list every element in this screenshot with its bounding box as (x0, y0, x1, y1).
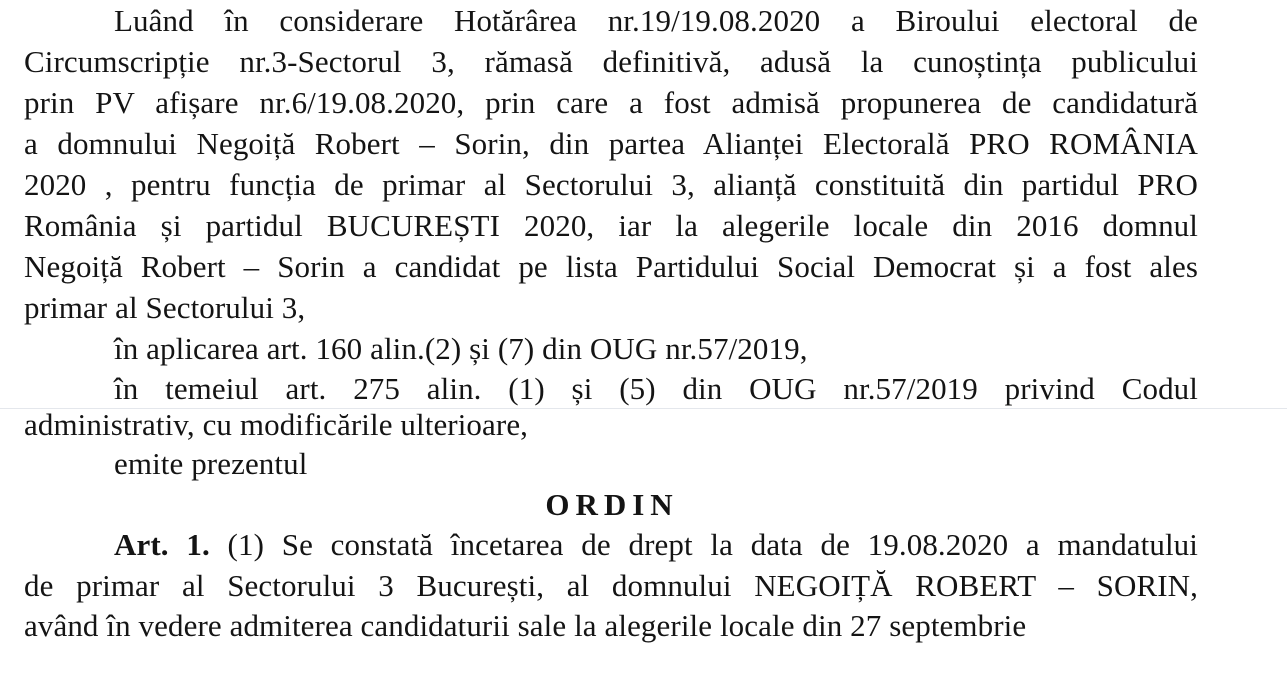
order-heading: ORDIN (545, 487, 679, 522)
article-1-line-2: de primar al Sectorului 3 București, al domnului NEGOIȚĂ ROBERT – SORIN, (24, 568, 1198, 603)
preamble-line-7: Negoiță Robert – Sorin a candidat pe lista Partidului Social Democrat și a fost ales (24, 249, 1198, 284)
basis-line-2: administrativ, cu modificările ulterioare, (24, 407, 529, 442)
basis-line-1: în temeiul art. 275 alin. (1) și (5) din OUG nr.57/2019 privind Codul (114, 371, 1198, 406)
preamble-line-1: Luând în considerare Hotărârea nr.19/19.08.2020 a Biroului electoral de (114, 3, 1198, 38)
application-clause: în aplicarea art. 160 alin.(2) și (7) din OUG nr.57/2019, (114, 331, 808, 366)
preamble-line-5: 2020 , pentru funcția de primar al Sectorului 3, alianță constituită din partidul PRO (24, 167, 1198, 202)
preamble-line-4: a domnului Negoiță Robert – Sorin, din partea Alianței Electorală PRO ROMÂNIA (24, 126, 1198, 161)
preamble-line-8: primar al Sectorului 3, (24, 290, 306, 325)
preamble-line-2: Circumscripție nr.3-Sectorul 3, rămasă definitivă, adusă la cunoștința publicului (24, 44, 1198, 79)
article-1-line-1 (114, 525, 1198, 565)
article-1-label: Art. 1. (114, 527, 210, 562)
preamble-line-3: prin PV afișare nr.6/19.08.2020, prin care a fost admisă propunerea de candidatură (24, 85, 1198, 120)
issues-statement: emite prezentul (114, 446, 308, 481)
article-1-line-1-text: (1) Se constată încetarea de drept la data de 19.08.2020 a mandatului (209, 527, 1198, 562)
preamble-line-6: România și partidul BUCUREȘTI 2020, iar la alegerile locale din 2016 domnul (24, 208, 1198, 243)
article-1-line-3: având în vedere admiterea candidaturii sale la alegerile locale din 27 septembrie (24, 608, 1027, 643)
